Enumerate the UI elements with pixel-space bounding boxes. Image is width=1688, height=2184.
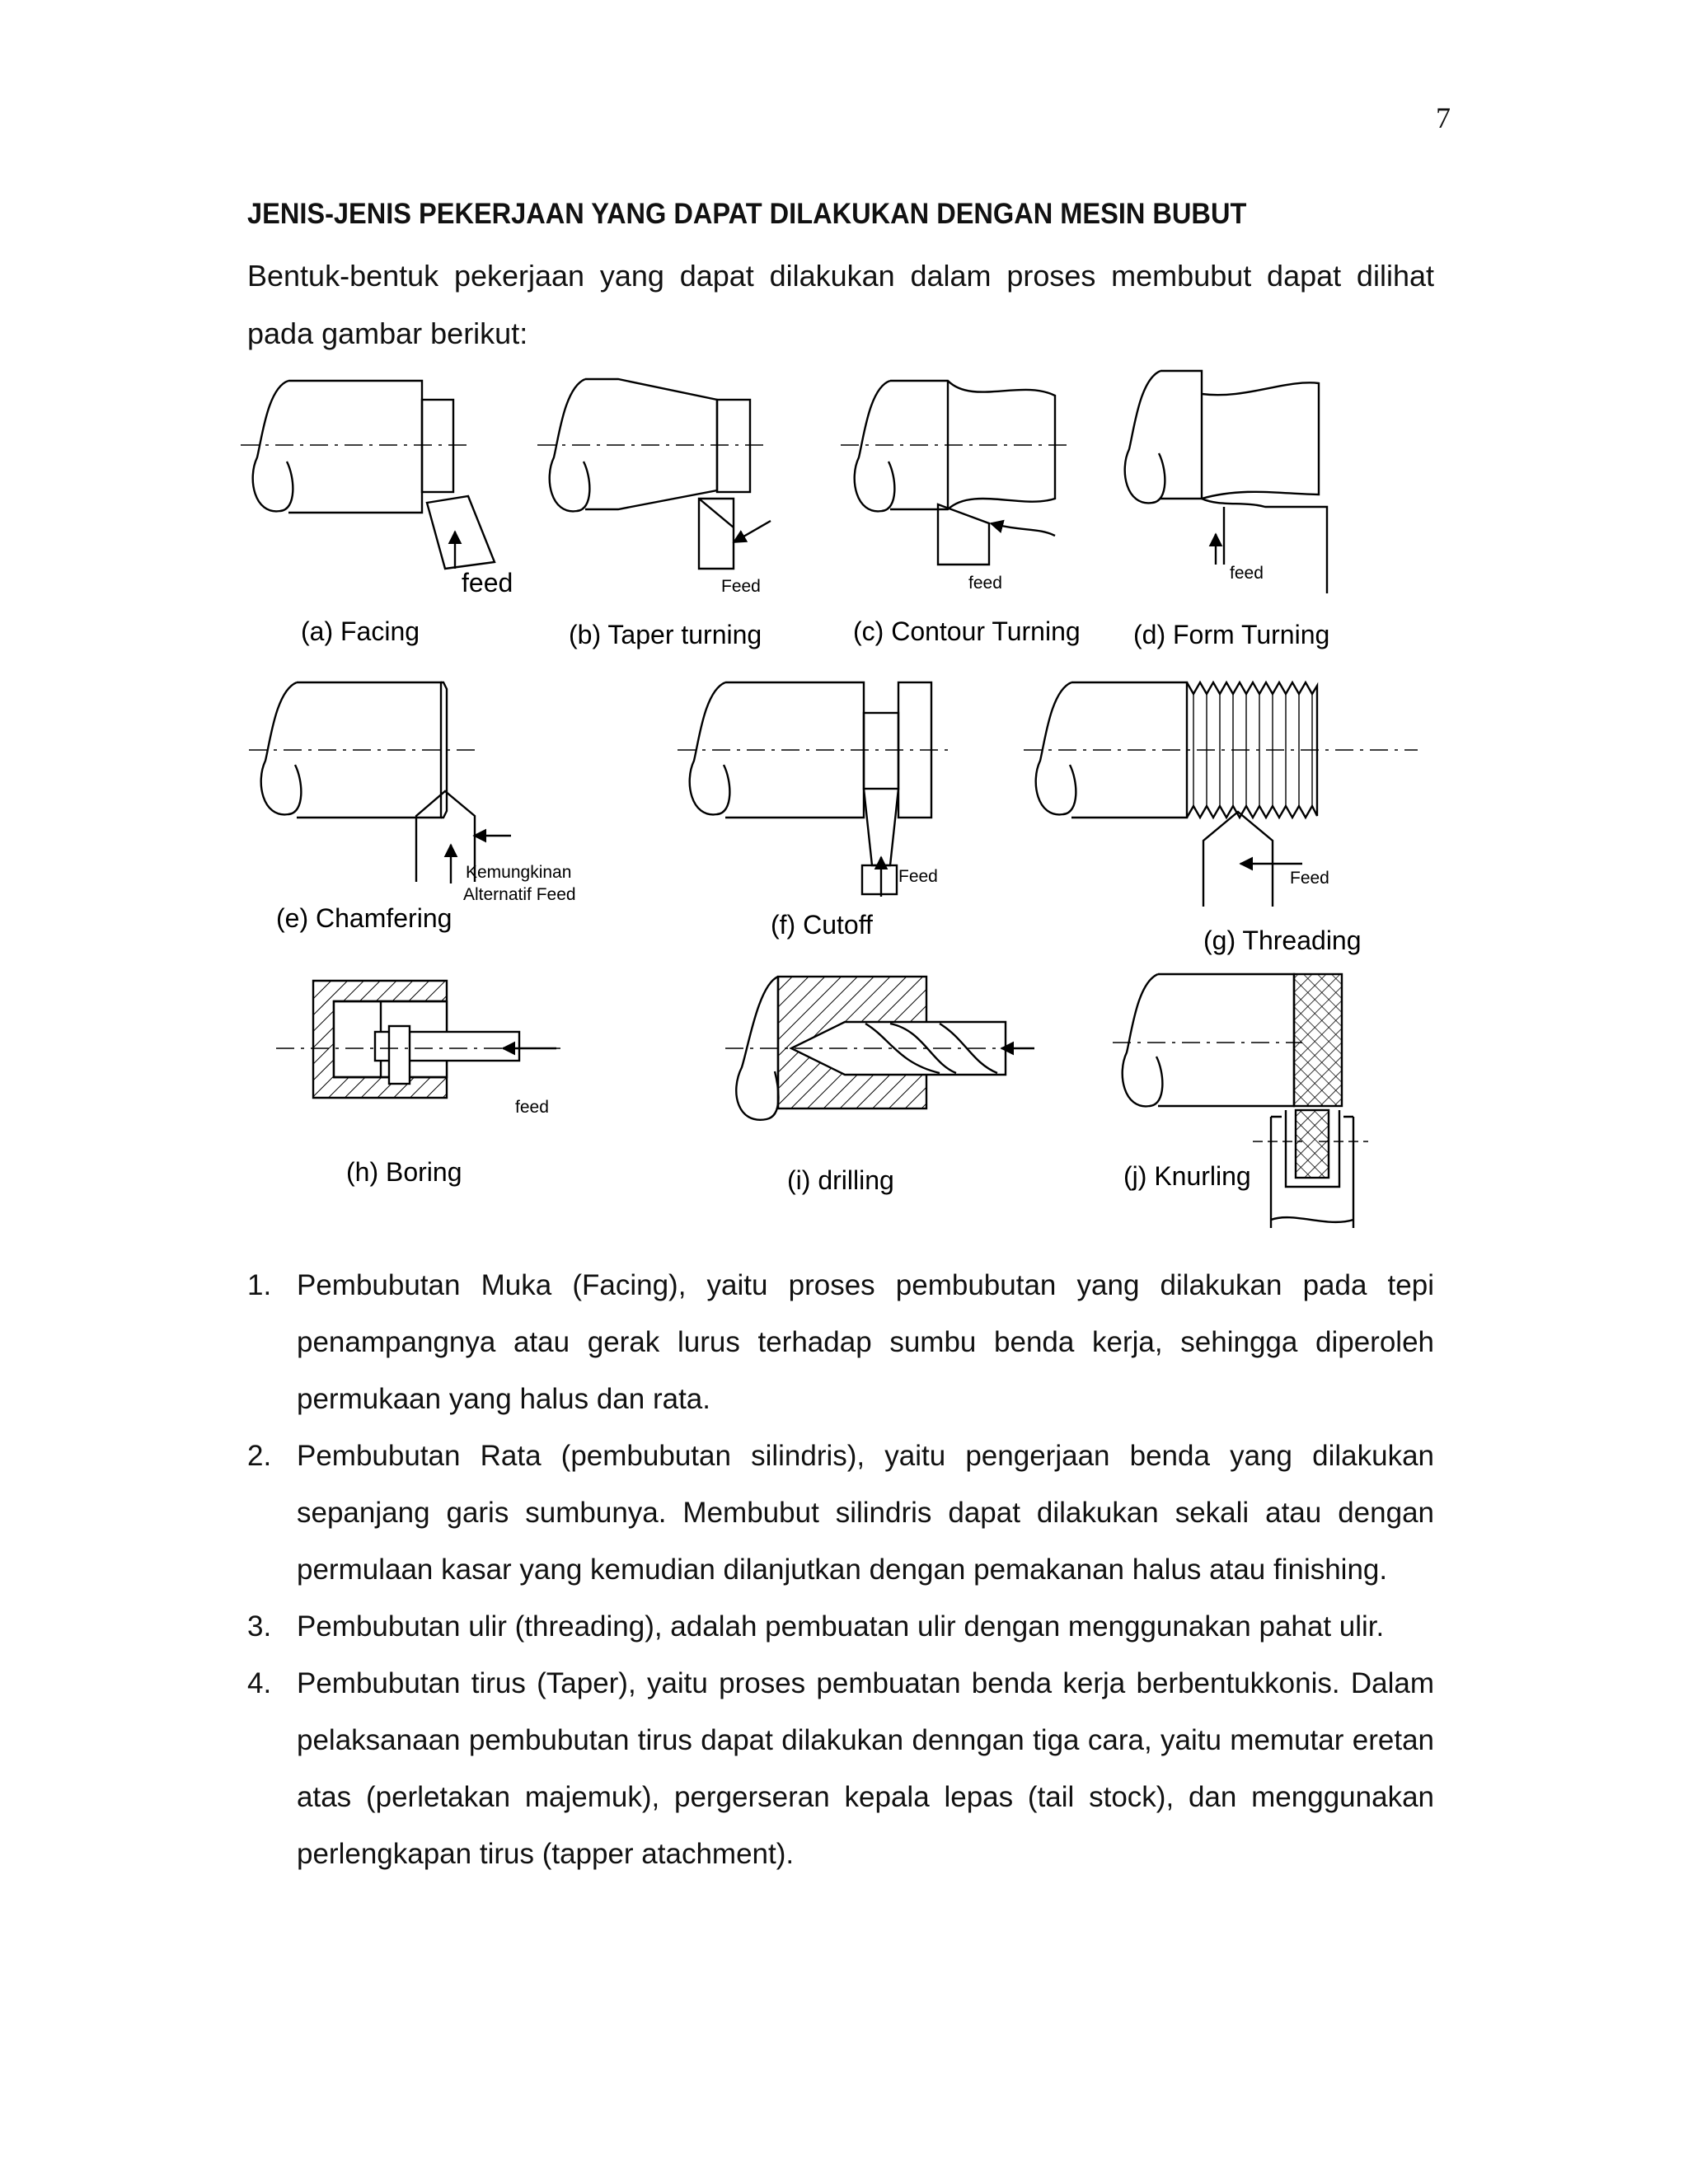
caption-facing: (a) Facing [301, 616, 420, 646]
list-text: Pembubutan Muka (Facing), yaitu proses pembubutan yang dilakukan pada tepi penampangnya atau gerak lurus terhadap sumbu benda kerja, sehingga diperoleh permukaan yang halus dan rata. [297, 1269, 1434, 1415]
taper-feed-label: Feed [721, 577, 761, 596]
form-feed-label: feed [1230, 564, 1264, 583]
list-item [247, 1257, 1434, 1427]
form-turning-drawing [1125, 371, 1327, 593]
caption-taper-turning: (b) Taper turning [569, 620, 762, 649]
list-number: 3. [247, 1610, 272, 1643]
list-number: 4. [247, 1667, 272, 1699]
boring-drawing [276, 981, 560, 1098]
facing-feed-label: feed [462, 568, 513, 598]
caption-contour-turning: (c) Contour Turning [853, 616, 1081, 646]
caption-cutoff: (f) Cutoff [771, 910, 873, 940]
list-item [247, 1427, 1434, 1598]
caption-chamfering: (e) Chamfering [276, 903, 452, 933]
threading-feed-label: Feed [1290, 869, 1329, 888]
caption-form-turning: (d) Form Turning [1133, 620, 1330, 649]
chamfer-alt-feed-label-1: Kemungkinan [466, 863, 572, 882]
drilling-drawing [725, 977, 1034, 1120]
facing-drawing [241, 381, 495, 569]
contour-feed-label: feed [968, 574, 1002, 593]
list-text: Pembubutan Rata (pembubutan silindris), yaitu pengerjaan benda yang dilakukan sepanjang garis sumbunya. Membubut silindris dapat dilakukan sekali atau dengan permulaan kasar yang kemudian dilanjutkan dengan pemakanan halus atau finishing. [297, 1440, 1434, 1586]
threading-drawing [1024, 682, 1418, 907]
list-item [247, 1655, 1434, 1882]
list-item [247, 1598, 1434, 1655]
caption-threading: (g) Threading [1203, 926, 1362, 955]
operations-list [247, 1257, 1434, 1882]
chamfering-drawing [249, 682, 511, 883]
caption-drilling: (i) drilling [787, 1165, 894, 1195]
contour-turning-drawing [841, 381, 1071, 565]
list-number: 2. [247, 1440, 272, 1472]
section-heading: JENIS-JENIS PEKERJAAN YANG DAPAT DILAKUKAN DENGAN MESIN BUBUT [247, 198, 1247, 230]
intro-paragraph: Bentuk-bentuk pekerjaan yang dapat dilakukan dalam proses membubut dapat dilihat pada gambar berikut: [247, 259, 1434, 350]
page-number: 7 [1436, 101, 1451, 134]
cutoff-drawing [678, 682, 948, 897]
list-text: Pembubutan tirus (Taper), yaitu proses pembuatan benda kerja berbentukkonis. Dalam pelaksanaan pembubutan tirus dapat dilakukan denngan tiga cara, yaitu memutar eretan atas (perletakan majemuk), pergerseran kepala lepas (tail stock), dan menggunakan perlengkapan tirus (tapper atachment). [297, 1667, 1434, 1870]
list-text: Pembubutan ulir (threading), adalah pembuatan ulir dengan menggunakan pahat ulir. [297, 1610, 1385, 1643]
list-number: 1. [247, 1269, 272, 1301]
cutoff-feed-label: Feed [898, 867, 938, 886]
lathe-operations-figure [231, 363, 1451, 1240]
boring-feed-label: feed [515, 1098, 549, 1117]
chamfer-alt-feed-label-2: Alternatif Feed [463, 885, 576, 904]
caption-knurling: (j) Knurling [1123, 1161, 1251, 1191]
caption-boring: (h) Boring [346, 1157, 462, 1187]
taper-turning-drawing [537, 379, 771, 569]
